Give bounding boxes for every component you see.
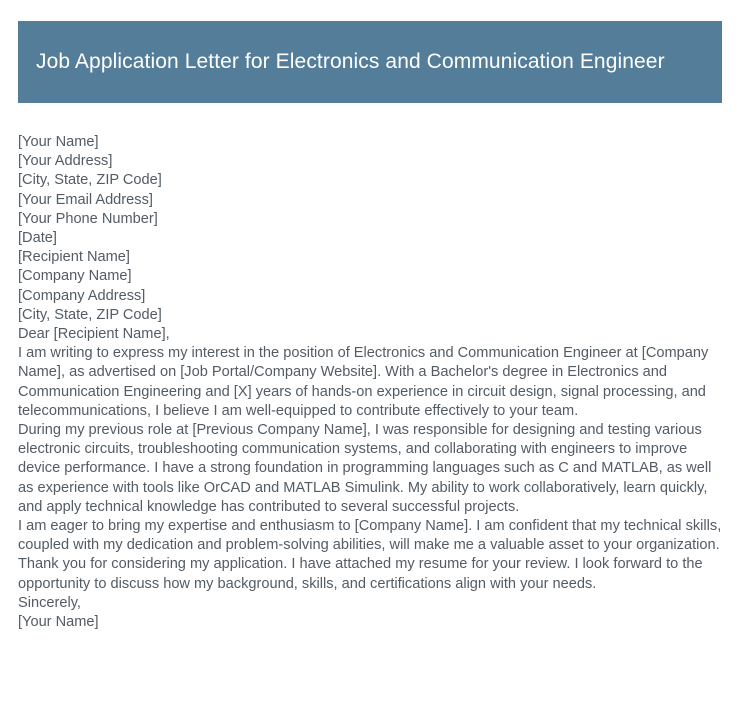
signature-name: [Your Name] — [18, 614, 99, 631]
body-paragraph-3: I am eager to bring my expertise and enthusiasm to [Company Name]. I am confident that my technical skills, coupled with my dedication and problem-solving abilities, will make me a valuable asset to your organization. — [18, 518, 722, 554]
body-paragraph-4: Thank you for considering my application. I have attached my resume for your review. I look forward to the opportunity to discuss how my background, skills, and certifications align with your needs. — [18, 556, 703, 592]
recipient-line: [Recipient Name] — [18, 249, 130, 266]
page-title: Job Application Letter for Electronics and Communication Engineer — [36, 50, 665, 74]
body-paragraph-2: During my previous role at [Previous Company Name], I was responsible for designing and testing various electronic circuits, troubleshooting communication systems, and collaborating with engineers to improve device performance. I have a strong foundation in programming languages such as C and MATLAB, as well as experience with tools like OrCAD and MATLAB Simulink. My ability to work collaboratively, learn quickly, and apply technical knowledge has contributed to several successful projects. — [18, 422, 712, 515]
date-line: [Date] — [18, 230, 57, 247]
closing-salutation: Sincerely, — [18, 594, 81, 611]
header-banner — [18, 21, 722, 103]
recipient-address-block — [18, 248, 722, 325]
letter-body — [18, 133, 722, 632]
sender-line: [Your Name] — [18, 134, 99, 150]
recipient-line: [City, State, ZIP Code] — [18, 306, 162, 323]
sender-address-block — [18, 133, 722, 229]
salutation: Dear [Recipient Name], — [18, 326, 170, 343]
body-paragraph-1: I am writing to express my interest in the position of Electronics and Communication Engineer at [Company Name], as advertised on [Job Portal/Company Website]. With a Bachelor's degree in Electronics and Communication Engineering and [X] years of hands-on experience in circuit design, signal processing, and telecommunications, I believe I am well-equipped to contribute effectively to your team. — [18, 345, 709, 419]
sender-line: [City, State, ZIP Code] — [18, 172, 162, 189]
recipient-line: [Company Name] — [18, 268, 132, 285]
sender-line: [Your Address] — [18, 153, 113, 170]
recipient-line: [Company Address] — [18, 287, 146, 304]
sender-line: [Your Phone Number] — [18, 210, 158, 227]
sender-line: [Your Email Address] — [18, 191, 153, 208]
